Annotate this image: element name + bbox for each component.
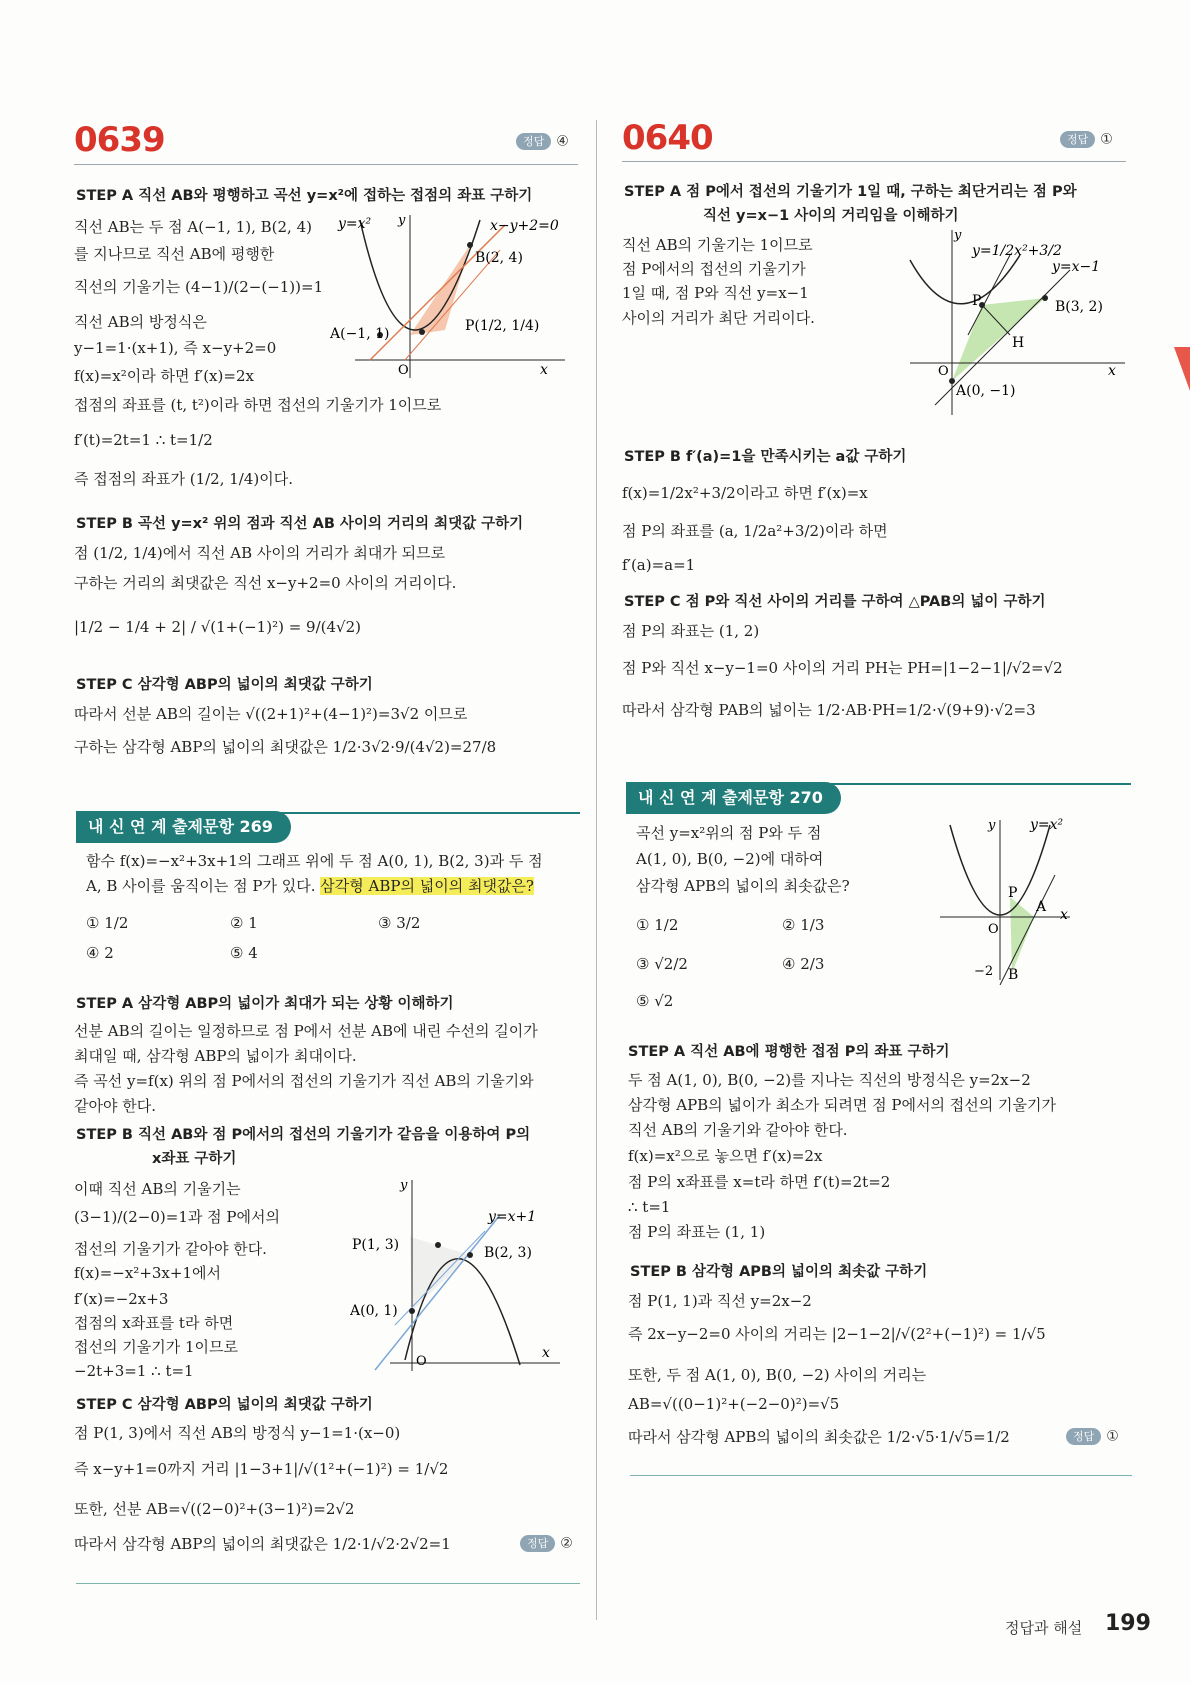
graph-0639: [330, 210, 580, 380]
point-p: [435, 1242, 441, 1248]
text-line: 접점의 x좌표를 t라 하면: [74, 1314, 234, 1332]
p-label: P: [972, 293, 982, 309]
choice: ⑤ 4: [230, 944, 258, 962]
banner-rule: [626, 783, 1131, 785]
text-line: 같아야 한다.: [74, 1097, 156, 1115]
answer-badge: 정답 ①: [1060, 131, 1113, 148]
step-heading: STEP B 삼각형 APB의 넓이의 최솟값 구하기: [630, 1264, 928, 1280]
text-line: 를 지나므로 직선 AB에 평행한: [74, 245, 275, 263]
text-line: 즉 x−y+1=0까지 거리 |1−3+1|/√(1²+(−1)²) = 1/√2: [74, 1460, 449, 1478]
step-heading-cont: 직선 y=x−1 사이의 거리임을 이해하기: [703, 208, 959, 224]
text-line: 접점의 좌표를 (t, t²)이라 하면 접선의 기울기가 1이므로: [74, 396, 442, 414]
text-line: f′(a)=a=1: [622, 556, 696, 574]
a-label: A(−1, 1): [330, 326, 390, 342]
curve-label: y=x²: [1030, 817, 1064, 833]
parabola: [360, 220, 480, 330]
text-line: 삼각형 APB의 넓이가 최소가 되려면 점 P에서의 접선의 기울기가: [628, 1096, 1056, 1114]
line-label: y=x+1: [488, 1209, 537, 1225]
text-line: 직선 AB는 두 점 A(−1, 1), B(2, 4): [74, 218, 312, 236]
text-line: 두 점 A(1, 0), B(0, −2)를 지나는 직선의 방정식은 y=2x−2: [628, 1071, 1031, 1089]
parabola: [910, 255, 1020, 304]
question-highlight: 삼각형 ABP의 넓이의 최댓값은?: [320, 877, 534, 895]
graph-0640: [900, 225, 1130, 420]
choice: ① 1/2: [86, 914, 129, 932]
choice: ④ 2/3: [782, 955, 825, 973]
b-label: B: [1008, 967, 1019, 983]
column-separator: [596, 120, 597, 1620]
section-end-rule: [76, 1583, 580, 1584]
step-heading: STEP C 점 P와 직선 사이의 거리를 구하여 △PAB의 넓이 구하기: [624, 594, 1046, 610]
text-line: 구하는 거리의 최댓값은 직선 x−y+2=0 사이의 거리이다.: [74, 574, 457, 592]
text-line: f(x)=1/2x²+3/2이라고 하면 f′(x)=x: [622, 484, 868, 502]
choice: ④ 2: [86, 944, 114, 962]
point-a: [949, 378, 955, 384]
answer-badge: 정답 ②: [520, 1535, 573, 1552]
text-line: 직선 AB의 기울기와 같아야 한다.: [628, 1121, 848, 1139]
choice: ① 1/2: [636, 916, 679, 934]
y-label: y: [398, 213, 406, 228]
curve-label: y=1/2x²+3/2: [972, 243, 1062, 259]
section-banner: 내 신 연 계 출제문항 270: [626, 782, 841, 814]
x-label: x: [542, 1345, 550, 1361]
text-line: 점 P의 좌표는 (1, 2): [622, 622, 760, 640]
text-line: 직선의 기울기는 (4−1)/(2−(−1))=1: [74, 278, 324, 296]
text-line: 이때 직선 AB의 기울기는: [74, 1180, 241, 1198]
text-line: 따라서 삼각형 APB의 넓이의 최솟값은 1/2·√5·1/√5=1/2: [628, 1428, 1010, 1446]
triangle-pab: [952, 298, 1045, 381]
problem-number: 0640: [622, 118, 713, 158]
text-line: f(x)=x²이라 하면 f′(x)=2x: [74, 367, 254, 385]
choice: ② 1: [230, 914, 258, 932]
point-b: [467, 242, 473, 248]
formula-line: |1/2 − 1/4 + 2| / √(1+(−1)²) = 9/(4√2): [74, 618, 361, 636]
answer-badge: 정답 ④: [516, 133, 569, 150]
origin-label: O: [398, 363, 409, 378]
x-label: x: [1108, 363, 1116, 379]
text-line: 접선의 기울기가 같아야 한다.: [74, 1240, 267, 1258]
origin-label: O: [988, 922, 999, 937]
tangent-line: [405, 250, 500, 360]
origin-label: O: [938, 364, 949, 379]
y-label: y: [988, 818, 996, 833]
text-line: 즉 2x−y−2=0 사이의 거리는 |2−1−2|/√(2²+(−1)²) = 1/√5: [628, 1325, 1046, 1343]
text-line: 점 P에서의 접선의 기울기가: [622, 260, 806, 278]
point-b: [1042, 295, 1048, 301]
text-line: y−1=1·(x+1), 즉 x−y+2=0: [74, 339, 277, 357]
text-line: 직선 AB의 기울기는 1이므로: [622, 236, 813, 254]
question-line: A(1, 0), B(0, −2)에 대하여: [636, 850, 824, 868]
b-label: B(2, 3): [484, 1245, 532, 1261]
text-line: 선분 AB의 길이는 일정하므로 점 P에서 선분 AB에 내린 수선의 길이가: [74, 1022, 538, 1040]
step-heading: STEP B f′(a)=1을 만족시키는 a값 구하기: [624, 449, 907, 465]
line-label: y=x−1: [1052, 259, 1101, 275]
text-line: 또한, 두 점 A(1, 0), B(0, −2) 사이의 거리는: [628, 1366, 927, 1384]
step-heading: STEP C 삼각형 ABP의 넓이의 최댓값 구하기: [76, 1397, 373, 1413]
b-label: B(2, 4): [475, 250, 523, 266]
a-label: A(0, −1): [956, 383, 1016, 399]
text-line: f′(t)=2t=1 ∴ t=1/2: [74, 431, 213, 449]
text-line: 점 P와 직선 x−y−1=0 사이의 거리 PH는 PH=|1−2−1|/√2=√2: [622, 659, 1063, 677]
step-heading-cont: x좌표 구하기: [152, 1151, 237, 1167]
a-label: A: [1036, 899, 1047, 915]
question-line: 함수 f(x)=−x²+3x+1의 그래프 위에 두 점 A(0, 1), B(2, 3)과 두 점: [86, 852, 543, 870]
text-line: f(x)=x²으로 놓으면 f′(x)=2x: [628, 1147, 823, 1165]
text-line: 1일 때, 점 P와 직선 y=x−1: [622, 284, 809, 302]
curve-label: y=x²: [338, 216, 372, 232]
step-heading: STEP A 삼각형 ABP의 넓이가 최대가 되는 상황 이해하기: [76, 996, 454, 1012]
text-line: 직선 AB의 방정식은: [74, 313, 207, 331]
a-label: A(0, 1): [350, 1303, 398, 1319]
text-line: 따라서 삼각형 ABP의 넓이의 최댓값은 1/2·1/√2·2√2=1: [74, 1535, 451, 1553]
text-line: 점 P(1, 1)과 직선 y=2x−2: [628, 1292, 812, 1310]
point-b: [467, 1252, 473, 1258]
y-label: y: [954, 228, 962, 243]
question-line: 곡선 y=x²위의 점 P와 두 점: [636, 824, 822, 842]
text-line: 또한, 선분 AB=√((2−0)²+(3−1)²)=2√2: [74, 1500, 355, 1518]
page-number: 199: [1105, 1611, 1151, 1636]
x-label: x: [540, 362, 548, 378]
question-line: A, B 사이를 움직이는 점 P가 있다. 삼각형 ABP의 넓이의 최댓값은?: [86, 877, 534, 895]
text-line: 점 P의 x좌표를 x=t라 하면 f′(t)=2t=2: [628, 1173, 891, 1191]
answer-badge: 정답 ①: [1066, 1428, 1119, 1445]
header-rule: [622, 161, 1126, 162]
y-label: y: [400, 1178, 408, 1193]
choice: ③ 3/2: [378, 914, 421, 932]
text-line: 접선의 기울기가 1이므로: [74, 1338, 238, 1356]
text-line: 점 P(1, 3)에서 직선 AB의 방정식 y−1=1·(x−0): [74, 1424, 401, 1442]
choice: ② 1/3: [782, 916, 825, 934]
minus2-label: −2: [974, 964, 994, 979]
graph-269: [350, 1175, 570, 1375]
text-line: 점 P의 좌표를 (a, 1/2a²+3/2)이라 하면: [622, 522, 888, 540]
step-heading: STEP A 직선 AB와 평행하고 곡선 y=x²에 접하는 접점의 좌표 구하기: [76, 188, 533, 204]
section-end-rule: [630, 1475, 1132, 1476]
line-ab: [370, 225, 505, 360]
step-heading: STEP C 삼각형 ABP의 넓이의 최댓값 구하기: [76, 677, 373, 693]
text-line: 즉 곡선 y=f(x) 위의 점 P에서의 접선의 기울기가 직선 AB의 기울기와: [74, 1072, 534, 1090]
text-line: 사이의 거리가 최단 거리이다.: [622, 309, 815, 327]
text-line: −2t+3=1 ∴ t=1: [74, 1362, 194, 1380]
p-label: P: [1008, 885, 1018, 901]
graph-270: [940, 815, 1075, 985]
choice: ⑤ √2: [636, 992, 674, 1010]
text-line: AB=√((0−1)²+(−2−0)²)=√5: [628, 1395, 840, 1413]
h-label: H: [1012, 335, 1025, 351]
text-line: 점 P의 좌표는 (1, 1): [628, 1223, 766, 1241]
text-line: 따라서 선분 AB의 길이는 √((2+1)²+(4−1)²)=3√2 이므로: [74, 705, 468, 723]
footer-label: 정답과 해설: [1005, 1619, 1083, 1637]
x-label: x: [1060, 907, 1068, 923]
text-line: 구하는 삼각형 ABP의 넓이의 최댓값은 1/2·3√2·9/(4√2)=27/8: [74, 738, 497, 756]
b-label: B(3, 2): [1055, 299, 1103, 315]
banner-rule: [76, 812, 580, 814]
text-line: f′(x)=−2x+3: [74, 1290, 169, 1308]
text-line: 즉 접점의 좌표가 (1/2, 1/4)이다.: [74, 470, 294, 488]
section-banner: 내 신 연 계 출제문항 269: [76, 811, 291, 843]
step-heading: STEP A 점 P에서 접선의 기울기가 1일 때, 구하는 최단거리는 점 P와: [624, 184, 1077, 200]
p-label: P(1, 3): [352, 1237, 400, 1253]
header-rule: [74, 164, 578, 165]
choice: ③ √2/2: [636, 955, 688, 973]
text-line: 따라서 삼각형 PAB의 넓이는 1/2·AB·PH=1/2·√(9+9)·√2=3: [622, 701, 1036, 719]
step-heading: STEP B 곡선 y=x² 위의 점과 직선 AB 사이의 거리의 최댓값 구하기: [76, 516, 524, 532]
question-line: 삼각형 APB의 넓이의 최솟값은?: [636, 877, 850, 895]
step-heading: STEP B 직선 AB와 점 P에서의 접선의 기울기가 같음을 이용하여 P의: [76, 1127, 531, 1143]
text-line: 점 (1/2, 1/4)에서 직선 AB 사이의 거리가 최대가 되므로: [74, 544, 446, 562]
problem-number: 0639: [74, 120, 165, 160]
step-heading: STEP A 직선 AB에 평행한 접점 P의 좌표 구하기: [628, 1044, 950, 1060]
point-a: [409, 1308, 415, 1314]
text-line: ∴ t=1: [628, 1198, 671, 1216]
text-line: (3−1)/(2−0)=1과 점 P에서의: [74, 1208, 280, 1226]
origin-label: O: [416, 1354, 427, 1369]
page-tab-marker: [1174, 347, 1190, 391]
line-label: x−y+2=0: [490, 218, 559, 234]
point-p: [419, 329, 425, 335]
text-line: f(x)=−x²+3x+1에서: [74, 1264, 221, 1282]
p-label: P(1/2, 1/4): [465, 318, 540, 334]
text-line: 최대일 때, 삼각형 ABP의 넓이가 최대이다.: [74, 1047, 357, 1065]
